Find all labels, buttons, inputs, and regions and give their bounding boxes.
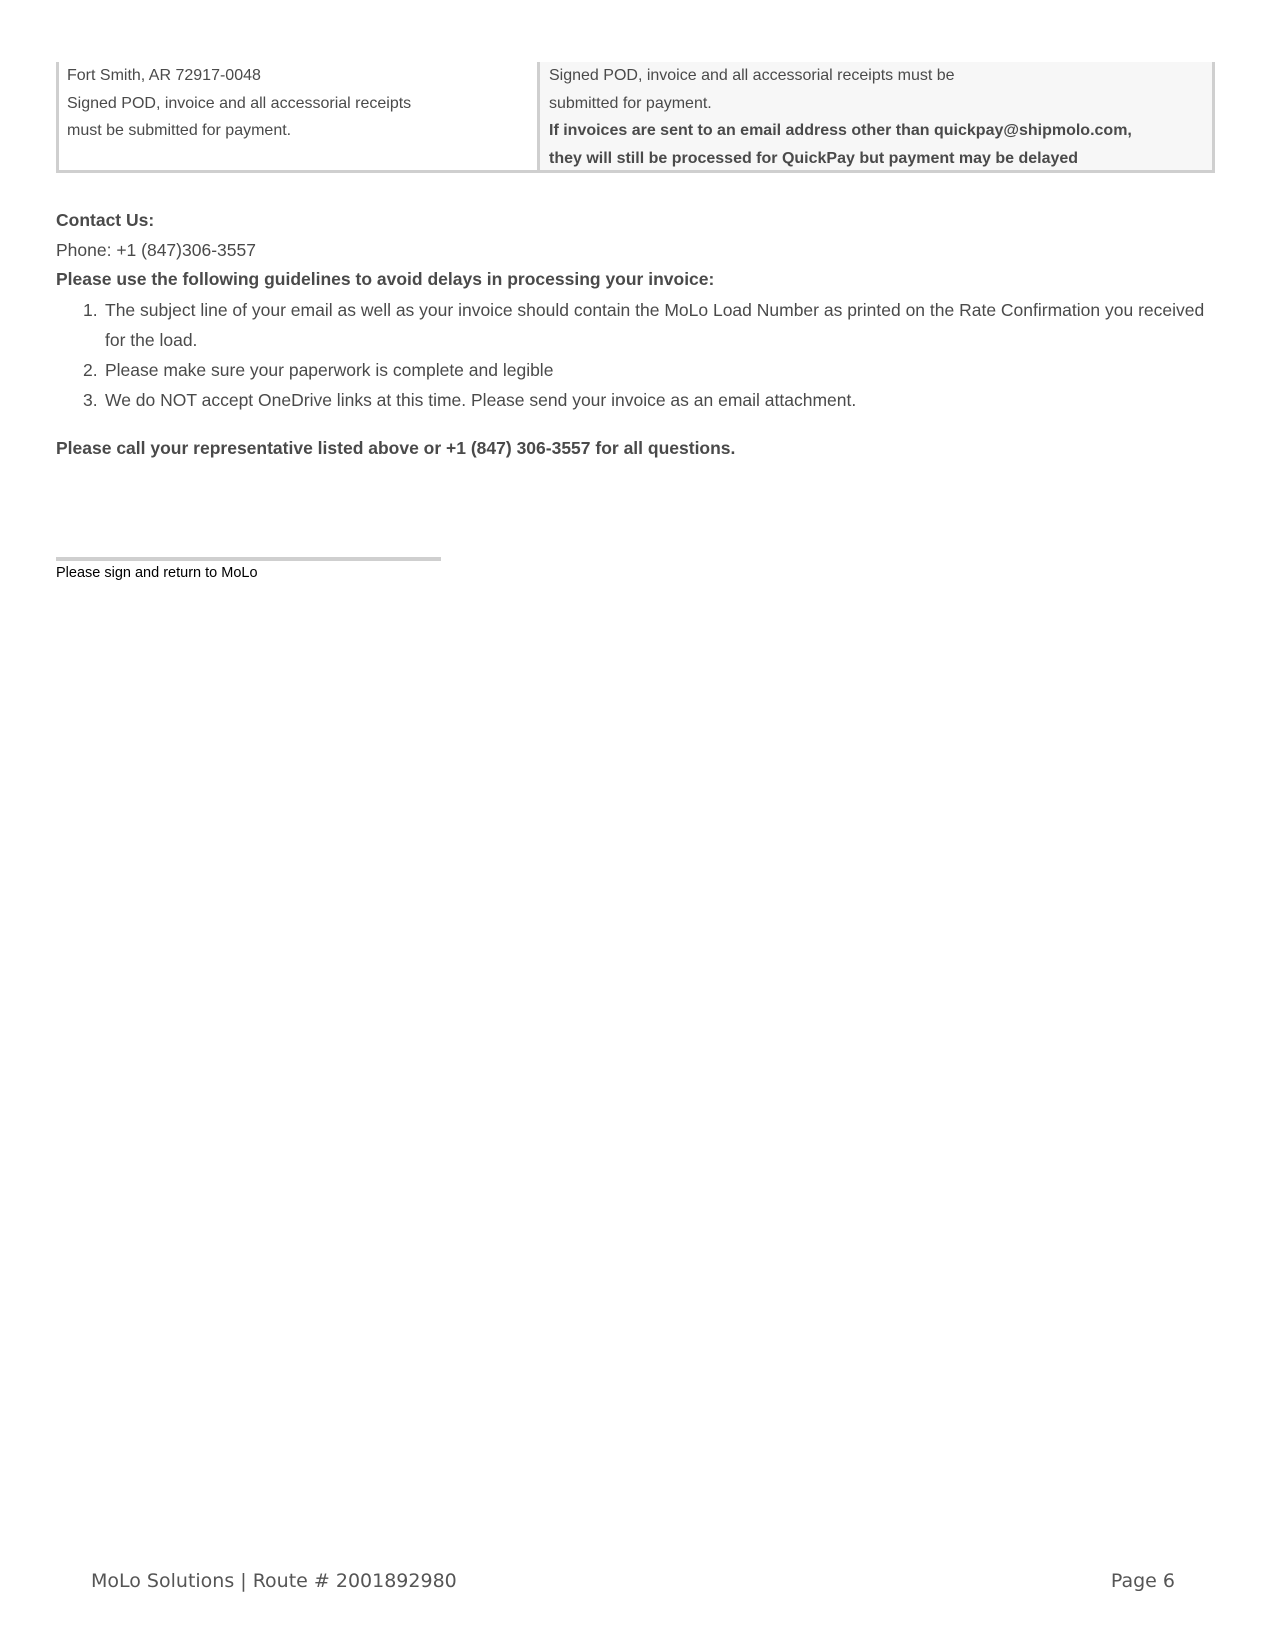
remit-address-line: Fort Smith, AR 72917-0048 xyxy=(67,67,261,84)
guidelines-title: Please use the following guidelines to avoid delays in processing your invoice: xyxy=(56,269,715,289)
guideline-number: 3. xyxy=(83,389,98,410)
remit-note-line-1: Signed POD, invoice and all accessorial receipts xyxy=(67,94,412,112)
quickpay-note-line-1: Signed POD, invoice and all accessorial receipts must be xyxy=(549,67,955,84)
closing-note: Please call your representative listed above or +1 (847) 306-3557 for all questions. xyxy=(56,438,736,458)
contact-heading: Contact Us: xyxy=(56,210,155,230)
guideline-item xyxy=(83,295,1216,355)
guideline-number: 1. xyxy=(83,299,98,320)
guideline-text: We do NOT accept OneDrive links at this time. Please send your invoice as an email attachment. xyxy=(105,389,857,410)
payment-info-table xyxy=(56,62,1215,173)
guidelines-list xyxy=(56,295,1216,415)
remit-note-line-2: must be submitted for payment. xyxy=(67,122,292,139)
quickpay-warning-line-1: If invoices are sent to an email address other than quickpay@shipmolo.com, xyxy=(549,122,1132,139)
quickpay-warning-line-2: they will still be processed for QuickPay but payment may be delayed xyxy=(549,149,1079,167)
footer-route: MoLo Solutions | Route # 2001892980 xyxy=(91,1570,457,1592)
guideline-number: 2. xyxy=(83,359,98,380)
guideline-text: Please make sure your paperwork is complete and legible xyxy=(105,359,554,380)
footer-page-number: Page 6 xyxy=(1110,1570,1175,1592)
guideline-item xyxy=(83,385,1216,415)
guideline-item xyxy=(83,355,1216,385)
contact-section xyxy=(56,206,1216,415)
guideline-text: The subject line of your email as well as your invoice should contain the MoLo Load Number as printed on the Rate Confirmation you received for the load. xyxy=(105,299,1205,350)
contact-phone: Phone: +1 (847)306-3557 xyxy=(56,239,256,260)
signature-line xyxy=(56,557,441,561)
quickpay-note-line-2: submitted for payment. xyxy=(549,94,712,112)
payment-right-cell xyxy=(537,62,1215,170)
signature-caption: Please sign and return to MoLo xyxy=(56,565,258,581)
payment-left-cell xyxy=(56,62,537,170)
